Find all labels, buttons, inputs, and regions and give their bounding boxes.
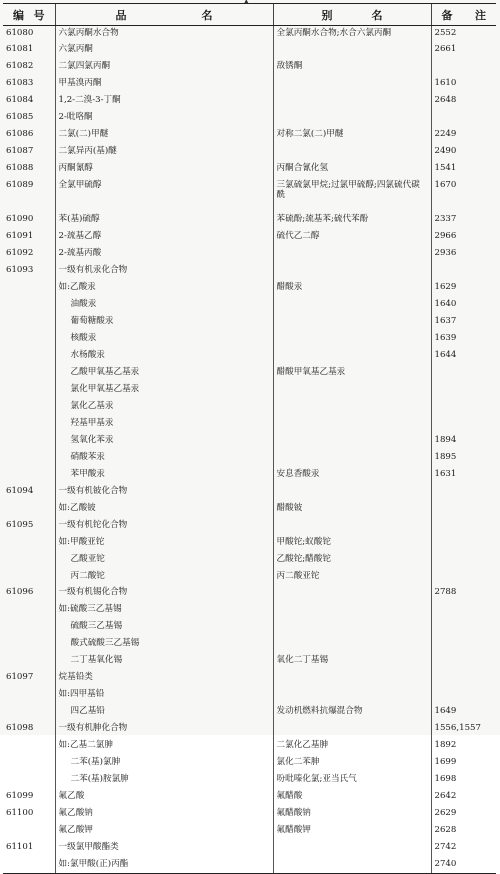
cell-remark bbox=[431, 382, 496, 399]
cell-code: 61097 bbox=[6, 672, 34, 683]
cell-code bbox=[3, 653, 55, 670]
cell-remark bbox=[431, 501, 496, 518]
cell-remark: 1892 bbox=[431, 738, 496, 755]
cell-name: 如:四甲基铅 bbox=[55, 687, 273, 704]
cell-remark bbox=[431, 484, 496, 501]
cell-alias bbox=[273, 76, 431, 93]
cell-alias: 氟醋酸钠 bbox=[273, 806, 431, 823]
cell-alias bbox=[273, 144, 431, 161]
cell-code: 61085 bbox=[6, 112, 34, 123]
table-row bbox=[3, 602, 496, 619]
cell-alias: 醋酸汞 bbox=[273, 280, 431, 297]
cell-name: 二苯(基)氯胂 bbox=[55, 755, 273, 772]
table-row bbox=[3, 212, 496, 229]
table-row bbox=[3, 518, 496, 535]
cell-alias bbox=[273, 93, 431, 110]
cell-name: 丙二酸铊 bbox=[55, 569, 273, 586]
table-row bbox=[3, 721, 496, 738]
cell-remark: 1698 bbox=[431, 772, 496, 789]
cell-alias bbox=[273, 687, 431, 704]
cell-remark: 1610 bbox=[431, 76, 496, 93]
cell-code bbox=[3, 297, 55, 314]
cell-code bbox=[3, 450, 55, 467]
cell-alias: 二氯化乙基胂 bbox=[273, 738, 431, 755]
table-row bbox=[3, 93, 496, 110]
cell-alias: 苯硫酚;巯基苯;硫代苯酚 bbox=[273, 212, 431, 229]
cell-alias bbox=[273, 246, 431, 263]
cell-alias bbox=[273, 840, 431, 857]
cell-code bbox=[3, 416, 55, 433]
cell-alias: 丙二酸亚铊 bbox=[273, 569, 431, 586]
cell-code bbox=[3, 687, 55, 704]
table-row bbox=[3, 755, 496, 772]
table-row bbox=[3, 806, 496, 823]
cell-name: 油酸汞 bbox=[55, 297, 273, 314]
cell-remark bbox=[431, 670, 496, 687]
cell-alias bbox=[273, 331, 431, 348]
cell-name: 硝酸苯汞 bbox=[55, 450, 273, 467]
cell-remark bbox=[431, 569, 496, 586]
table-row bbox=[3, 789, 496, 806]
cell-alias bbox=[273, 314, 431, 331]
cell-remark: 1631 bbox=[431, 467, 496, 484]
table-row bbox=[3, 229, 496, 246]
cell-alias bbox=[273, 602, 431, 619]
cell-name: 氯化甲氧基乙基汞 bbox=[55, 382, 273, 399]
cell-remark: 1541 bbox=[431, 161, 496, 178]
table-row bbox=[3, 840, 496, 857]
table-row bbox=[3, 569, 496, 586]
cell-remark: 2490 bbox=[431, 144, 496, 161]
cell-code bbox=[3, 314, 55, 331]
cell-alias bbox=[273, 433, 431, 450]
scan-mark: ▲ bbox=[244, 0, 249, 5]
cell-name: 如:乙酸汞 bbox=[55, 280, 273, 297]
table-row bbox=[3, 772, 496, 789]
cell-alias bbox=[273, 382, 431, 399]
cell-alias: 氟醋酸钾 bbox=[273, 823, 431, 840]
cell-code: 61090 bbox=[6, 214, 34, 225]
cell-remark: 2661 bbox=[431, 42, 496, 59]
cell-remark: 1894 bbox=[431, 433, 496, 450]
cell-code: 61093 bbox=[6, 265, 34, 276]
cell-code: 61080 bbox=[6, 28, 34, 38]
table-row bbox=[3, 484, 496, 501]
cell-code bbox=[3, 738, 55, 755]
cell-name: 乙酸亚铊 bbox=[55, 552, 273, 569]
cell-code bbox=[3, 569, 55, 586]
table-row bbox=[3, 42, 496, 59]
cell-code: 61088 bbox=[6, 163, 34, 174]
table-row bbox=[3, 450, 496, 467]
cell-code bbox=[3, 636, 55, 653]
cell-remark bbox=[431, 263, 496, 280]
table-row bbox=[3, 552, 496, 569]
cell-name: 氟乙酸钠 bbox=[55, 806, 273, 823]
cell-code bbox=[3, 823, 55, 840]
cell-remark: 1637 bbox=[431, 314, 496, 331]
cell-remark: 1670 bbox=[431, 178, 496, 212]
table-row bbox=[3, 585, 496, 602]
cell-remark: 2642 bbox=[431, 789, 496, 806]
table-row bbox=[3, 382, 496, 399]
cell-alias: 三氯硫氯甲烷;过氯甲硫醇;四氯硫代碳酰 bbox=[273, 178, 431, 212]
cell-code: 61092 bbox=[6, 248, 34, 259]
cell-name: 二苯(基)胺氯胂 bbox=[55, 772, 273, 789]
cell-alias bbox=[273, 670, 431, 687]
table-row bbox=[3, 144, 496, 161]
cell-alias bbox=[273, 585, 431, 602]
cell-name: 二氯四氯丙酮 bbox=[55, 59, 273, 76]
cell-code bbox=[3, 399, 55, 416]
cell-alias bbox=[273, 42, 431, 59]
header-alias: 别 名 bbox=[273, 4, 431, 26]
cell-remark: 1556,1557 bbox=[431, 721, 496, 738]
cell-name: 乙酸甲氧基乙基汞 bbox=[55, 365, 273, 382]
cell-code bbox=[3, 433, 55, 450]
table-row bbox=[3, 670, 496, 687]
cell-code: 61082 bbox=[6, 61, 34, 72]
header-name: 品 名 bbox=[55, 4, 273, 26]
cell-remark bbox=[431, 687, 496, 704]
cell-name: 一级有机铍化合物 bbox=[55, 484, 273, 501]
cell-name: 葡萄糖酸汞 bbox=[55, 314, 273, 331]
cell-name: 烷基铅类 bbox=[55, 670, 273, 687]
cell-name: 一级有机锡化合物 bbox=[55, 585, 273, 602]
table-row bbox=[3, 178, 496, 212]
cell-alias: 硫代乙二醇 bbox=[273, 229, 431, 246]
cell-code: 61084 bbox=[6, 95, 34, 106]
cell-alias bbox=[273, 518, 431, 535]
header-code: 编 号 bbox=[3, 4, 55, 26]
cell-code: 61101 bbox=[6, 842, 34, 853]
cell-alias: 发动机燃料抗爆混合物 bbox=[273, 704, 431, 721]
table-row bbox=[3, 738, 496, 755]
table-header-row bbox=[3, 4, 496, 26]
table-row bbox=[3, 433, 496, 450]
cell-code bbox=[3, 755, 55, 772]
cell-remark: 2740 bbox=[431, 857, 496, 874]
cell-remark: 2552 bbox=[431, 26, 496, 43]
cell-name: 如:乙酸铍 bbox=[55, 501, 273, 518]
cell-alias bbox=[273, 619, 431, 636]
cell-remark bbox=[431, 518, 496, 535]
cell-name: 如:氯甲酸(正)丙酯 bbox=[55, 857, 273, 874]
table-row bbox=[3, 416, 496, 433]
cell-code bbox=[3, 467, 55, 484]
cell-remark: 2249 bbox=[431, 127, 496, 144]
cell-code bbox=[3, 552, 55, 569]
cell-alias: 醋酸甲氧基乙基汞 bbox=[273, 365, 431, 382]
cell-name: 一级有机胂化合物 bbox=[55, 721, 273, 738]
cell-name: 1,2-二溴-3-丁酮 bbox=[55, 93, 273, 110]
cell-name: 如:硫酸三乙基锡 bbox=[55, 602, 273, 619]
table-row bbox=[3, 636, 496, 653]
cell-alias: 氯化二苯胂 bbox=[273, 755, 431, 772]
cell-code: 61094 bbox=[6, 485, 34, 496]
table-row bbox=[3, 297, 496, 314]
cell-name: 核酸汞 bbox=[55, 331, 273, 348]
cell-alias: 全氯丙酮水合物;水合六氯丙酮 bbox=[273, 26, 431, 43]
cell-name: 全氯甲硫醇 bbox=[55, 178, 273, 212]
cell-code bbox=[3, 772, 55, 789]
cell-remark: 1644 bbox=[431, 348, 496, 365]
cell-remark: 2788 bbox=[431, 585, 496, 602]
cell-alias: 丙酮合氰化氢 bbox=[273, 161, 431, 178]
cell-alias bbox=[273, 721, 431, 738]
chemical-table bbox=[3, 3, 496, 874]
cell-name: 硫酸三乙基锡 bbox=[55, 619, 273, 636]
cell-alias: 对称二氯(二)甲醚 bbox=[273, 127, 431, 144]
table-row bbox=[3, 365, 496, 382]
cell-code bbox=[3, 331, 55, 348]
cell-remark: 2629 bbox=[431, 806, 496, 823]
cell-alias: 氧化二丁基锡 bbox=[273, 653, 431, 670]
cell-remark: 2936 bbox=[431, 246, 496, 263]
cell-name: 2-巯基乙醇 bbox=[55, 229, 273, 246]
cell-remark bbox=[431, 365, 496, 382]
cell-remark bbox=[431, 636, 496, 653]
cell-remark: 1640 bbox=[431, 297, 496, 314]
cell-name: 氟乙酸钾 bbox=[55, 823, 273, 840]
cell-remark: 1895 bbox=[431, 450, 496, 467]
cell-code: 61081 bbox=[6, 44, 34, 55]
table-row bbox=[3, 314, 496, 331]
cell-alias bbox=[273, 399, 431, 416]
cell-remark bbox=[431, 59, 496, 76]
cell-name: 羟基甲基汞 bbox=[55, 416, 273, 433]
cell-name: 水杨酸汞 bbox=[55, 348, 273, 365]
cell-name: 一级氯甲酸酯类 bbox=[55, 840, 273, 857]
cell-alias: 安息香酸汞 bbox=[273, 467, 431, 484]
table-row bbox=[3, 127, 496, 144]
table-row bbox=[3, 399, 496, 416]
table-row bbox=[3, 857, 496, 874]
table-body bbox=[3, 26, 496, 874]
cell-name: 苯(基)硫醇 bbox=[55, 212, 273, 229]
cell-alias bbox=[273, 297, 431, 314]
cell-name: 六氯丙酮 bbox=[55, 42, 273, 59]
cell-name: 六氯丙酮水合物 bbox=[55, 26, 273, 43]
cell-code bbox=[3, 280, 55, 297]
cell-code: 61095 bbox=[6, 519, 34, 530]
cell-remark bbox=[431, 110, 496, 127]
cell-alias bbox=[273, 857, 431, 874]
table-row bbox=[3, 619, 496, 636]
cell-code: 61096 bbox=[6, 587, 34, 598]
table-row bbox=[3, 535, 496, 552]
cell-name: 二氯(二)甲醚 bbox=[55, 127, 273, 144]
cell-code bbox=[3, 602, 55, 619]
table-row bbox=[3, 59, 496, 76]
table-row bbox=[3, 110, 496, 127]
table-row bbox=[3, 687, 496, 704]
cell-alias bbox=[273, 348, 431, 365]
cell-code: 61091 bbox=[6, 231, 34, 242]
cell-code bbox=[3, 501, 55, 518]
cell-name: 一级有机汞化合物 bbox=[55, 263, 273, 280]
cell-remark: 2648 bbox=[431, 93, 496, 110]
table-row bbox=[3, 467, 496, 484]
table-row bbox=[3, 246, 496, 263]
table-row bbox=[3, 348, 496, 365]
cell-code bbox=[3, 704, 55, 721]
cell-code bbox=[3, 619, 55, 636]
cell-name: 丙酮氰醇 bbox=[55, 161, 273, 178]
table-row bbox=[3, 653, 496, 670]
cell-code bbox=[3, 535, 55, 552]
table-row bbox=[3, 823, 496, 840]
cell-code bbox=[3, 857, 55, 874]
table-row bbox=[3, 263, 496, 280]
cell-name: 如:乙基二氯胂 bbox=[55, 738, 273, 755]
cell-code: 61100 bbox=[6, 808, 34, 819]
header-remark: 备 注 bbox=[431, 4, 496, 26]
cell-remark bbox=[431, 552, 496, 569]
cell-remark bbox=[431, 653, 496, 670]
cell-remark bbox=[431, 602, 496, 619]
table-row bbox=[3, 161, 496, 178]
cell-alias: 甲酸铊;蚁酸铊 bbox=[273, 535, 431, 552]
table-row bbox=[3, 501, 496, 518]
cell-remark: 2966 bbox=[431, 229, 496, 246]
cell-remark: 1649 bbox=[431, 704, 496, 721]
cell-remark bbox=[431, 535, 496, 552]
cell-name: 苯甲酸汞 bbox=[55, 467, 273, 484]
cell-name: 如:甲酸亚铊 bbox=[55, 535, 273, 552]
cell-name: 二氯异丙(基)醚 bbox=[55, 144, 273, 161]
cell-alias bbox=[273, 110, 431, 127]
cell-code: 61087 bbox=[6, 146, 34, 157]
table-row bbox=[3, 331, 496, 348]
cell-alias bbox=[273, 416, 431, 433]
table-row bbox=[3, 26, 496, 43]
cell-code: 61083 bbox=[6, 78, 34, 89]
cell-code bbox=[3, 382, 55, 399]
cell-remark: 1699 bbox=[431, 755, 496, 772]
cell-remark: 2337 bbox=[431, 212, 496, 229]
cell-code bbox=[3, 365, 55, 382]
cell-code: 61086 bbox=[6, 129, 34, 140]
table-row bbox=[3, 704, 496, 721]
cell-code: 61089 bbox=[6, 180, 34, 191]
cell-alias: 醋酸铍 bbox=[273, 501, 431, 518]
table-row bbox=[3, 76, 496, 93]
cell-remark bbox=[431, 416, 496, 433]
cell-name: 氢氧化苯汞 bbox=[55, 433, 273, 450]
cell-code: 61098 bbox=[6, 723, 34, 734]
cell-name: 2-吡咯酮 bbox=[55, 110, 273, 127]
cell-name: 一级有机铊化合物 bbox=[55, 518, 273, 535]
cell-alias: 敌锈酮 bbox=[273, 59, 431, 76]
cell-name: 甲基溴丙酮 bbox=[55, 76, 273, 93]
cell-code: 61099 bbox=[6, 791, 34, 802]
cell-name: 二丁基氧化锡 bbox=[55, 653, 273, 670]
cell-name: 四乙基铅 bbox=[55, 704, 273, 721]
cell-alias: 乙酸铊;醋酸铊 bbox=[273, 552, 431, 569]
cell-alias bbox=[273, 484, 431, 501]
cell-name: 酸式硫酸三乙基锡 bbox=[55, 636, 273, 653]
cell-remark: 1639 bbox=[431, 331, 496, 348]
cell-alias bbox=[273, 263, 431, 280]
cell-name: 氟乙酸 bbox=[55, 789, 273, 806]
cell-alias bbox=[273, 450, 431, 467]
cell-code bbox=[3, 348, 55, 365]
table-row bbox=[3, 280, 496, 297]
cell-alias bbox=[273, 636, 431, 653]
cell-alias: 吩吡嗪化氯;亚当氏气 bbox=[273, 772, 431, 789]
cell-remark bbox=[431, 619, 496, 636]
cell-name: 氯化乙基汞 bbox=[55, 399, 273, 416]
cell-remark: 2628 bbox=[431, 823, 496, 840]
cell-remark: 1629 bbox=[431, 280, 496, 297]
cell-alias: 氟醋酸 bbox=[273, 789, 431, 806]
cell-remark: 2742 bbox=[431, 840, 496, 857]
cell-remark bbox=[431, 399, 496, 416]
cell-name: 2-巯基丙酸 bbox=[55, 246, 273, 263]
